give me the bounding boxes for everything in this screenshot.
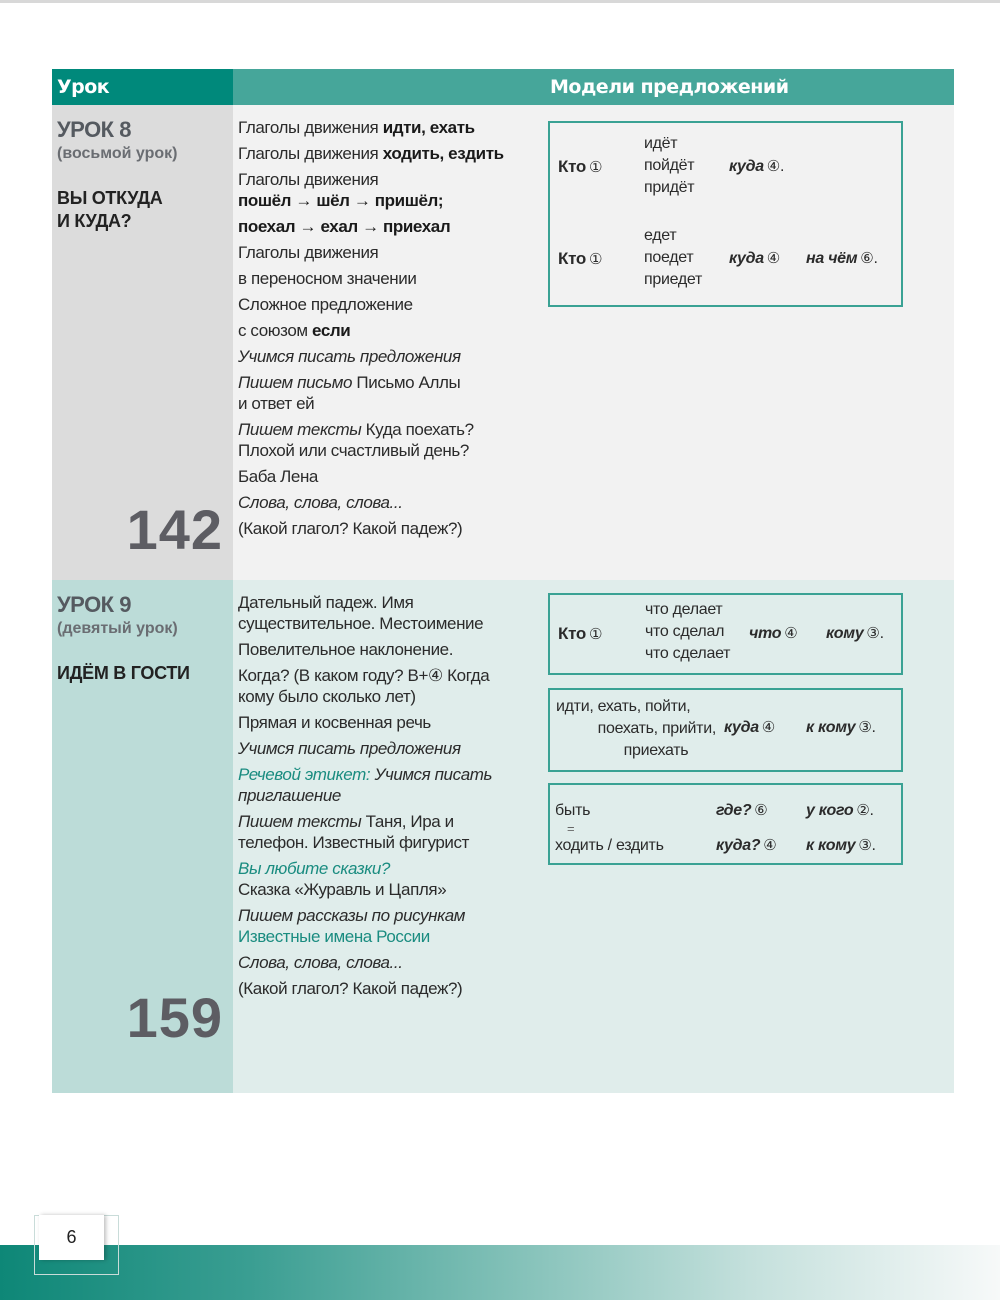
topic: с союзом если bbox=[238, 321, 351, 340]
table-header bbox=[52, 69, 954, 105]
subject: Кто ① bbox=[558, 624, 603, 643]
topic: Повелительное наклонение. bbox=[238, 640, 454, 659]
verb-go: ходить / ездить bbox=[555, 837, 664, 854]
topic: Сложное предложение bbox=[238, 295, 413, 314]
lesson-8-models bbox=[548, 105, 954, 580]
lesson-page-number[interactable]: 142 bbox=[126, 498, 223, 561]
topic: Прямая и косвенная речь bbox=[238, 713, 431, 732]
lesson-8-info bbox=[52, 105, 233, 580]
topic: Сказка «Журавль и Цапля» bbox=[238, 880, 447, 899]
question-to-whom: к кому ③. bbox=[806, 718, 876, 736]
lesson-title: УРОК 8 bbox=[57, 117, 131, 142]
theme-line: И КУДА? bbox=[57, 211, 132, 231]
sentence-model-box bbox=[548, 783, 903, 865]
topic: Учимся писать предложения bbox=[238, 347, 461, 366]
lesson-table bbox=[52, 69, 954, 1093]
header-models: Модели предложений bbox=[233, 69, 954, 105]
lesson-9-topics bbox=[233, 580, 548, 1093]
question-to-whom: к кому ③. bbox=[806, 836, 876, 854]
topic: Слова, слова, слова... bbox=[238, 493, 403, 512]
topic: Глаголы движения bbox=[238, 243, 379, 262]
page-number: 6 bbox=[39, 1215, 104, 1260]
topic: Глаголы движения bbox=[238, 170, 379, 189]
topic: (Какой глагол? Какой падеж?) bbox=[238, 519, 463, 538]
footer-gradient-band bbox=[0, 1245, 1000, 1300]
topic: Дательный падеж. Имя bbox=[238, 593, 414, 612]
verb-list: едет поедет приедет bbox=[644, 227, 702, 288]
topic: Пишем тексты Таня, Ира и bbox=[238, 812, 454, 831]
topic: в переносном значении bbox=[238, 269, 417, 288]
lesson-9-models bbox=[548, 580, 954, 1093]
question-to-whom: кому ③. bbox=[826, 624, 884, 642]
equals-sign: = bbox=[567, 821, 575, 836]
question-where-direction: куда? ④ bbox=[716, 836, 777, 854]
lesson-8-row bbox=[52, 105, 954, 580]
lesson-theme bbox=[57, 187, 233, 233]
topic: Пишем письмо Письмо Аллы bbox=[238, 373, 461, 392]
subject: Кто ① bbox=[558, 249, 603, 268]
top-border bbox=[0, 0, 1000, 3]
topic: Пишем рассказы по рисункам bbox=[238, 906, 466, 925]
topic: поехал → ехал → приехал bbox=[238, 217, 451, 236]
question-at-whom: у кого ②. bbox=[806, 801, 874, 819]
sentence-model-box bbox=[548, 593, 903, 675]
topic: Учимся писать предложения bbox=[238, 739, 461, 758]
lesson-9-row bbox=[52, 580, 954, 1093]
lesson-9-info bbox=[52, 580, 233, 1093]
question-where: куда ④ bbox=[729, 249, 780, 267]
verb-be: быть bbox=[555, 802, 591, 819]
topic: Когда? (В каком году? В+④ Когда bbox=[238, 666, 490, 685]
topic: Речевой этикет: Учимся писать bbox=[238, 765, 493, 784]
topic: Вы любите сказки? bbox=[238, 859, 390, 878]
topic: Известные имена России bbox=[238, 927, 430, 946]
question-where: куда ④. bbox=[729, 157, 785, 175]
question-where-location: где? ⑥ bbox=[716, 801, 768, 819]
question-on-what: на чём ⑥. bbox=[806, 249, 878, 267]
topic: кому было сколько лет) bbox=[238, 687, 416, 706]
topic: существительное. Местоимение bbox=[238, 614, 484, 633]
subject: Кто ① bbox=[558, 157, 603, 176]
topic: Глаголы движения ходить, ездить bbox=[238, 144, 504, 163]
lesson-subtitle: (восьмой урок) bbox=[57, 145, 178, 162]
topic: Плохой или счастливый день? bbox=[238, 441, 469, 460]
topic: Пишем тексты Куда поехать? bbox=[238, 420, 474, 439]
question-what: что ④ bbox=[749, 624, 798, 642]
sentence-model-box bbox=[548, 688, 903, 772]
topic: Глаголы движения идти, ехать bbox=[238, 118, 475, 137]
sentence-model-box bbox=[548, 121, 903, 307]
topic: Слова, слова, слова... bbox=[238, 953, 403, 972]
theme-line: ВЫ ОТКУДА bbox=[57, 188, 163, 208]
topic: пошёл → шёл → пришёл; bbox=[238, 191, 444, 210]
lesson-8-topics bbox=[233, 105, 548, 580]
lesson-page-number[interactable]: 159 bbox=[126, 986, 223, 1049]
topic: и ответ ей bbox=[238, 394, 315, 413]
question-where: куда ④ bbox=[724, 718, 775, 736]
topic: телефон. Известный фигурист bbox=[238, 833, 469, 852]
topic: Баба Лена bbox=[238, 467, 318, 486]
header-lesson: Урок bbox=[52, 69, 233, 105]
lesson-subtitle: (девятый урок) bbox=[57, 620, 178, 637]
topic: (Какой глагол? Какой падеж?) bbox=[238, 979, 463, 998]
lesson-theme: ИДЁМ В ГОСТИ bbox=[57, 663, 190, 683]
verb-list: что делает что сделал что сделает bbox=[645, 601, 731, 662]
topic: приглашение bbox=[238, 786, 341, 805]
verb-list: идти, ехать, пойти, поехать, прийти, приехать bbox=[556, 698, 716, 759]
lesson-title: УРОК 9 bbox=[57, 592, 131, 617]
verb-list: идёт пойдёт придёт bbox=[644, 135, 695, 196]
